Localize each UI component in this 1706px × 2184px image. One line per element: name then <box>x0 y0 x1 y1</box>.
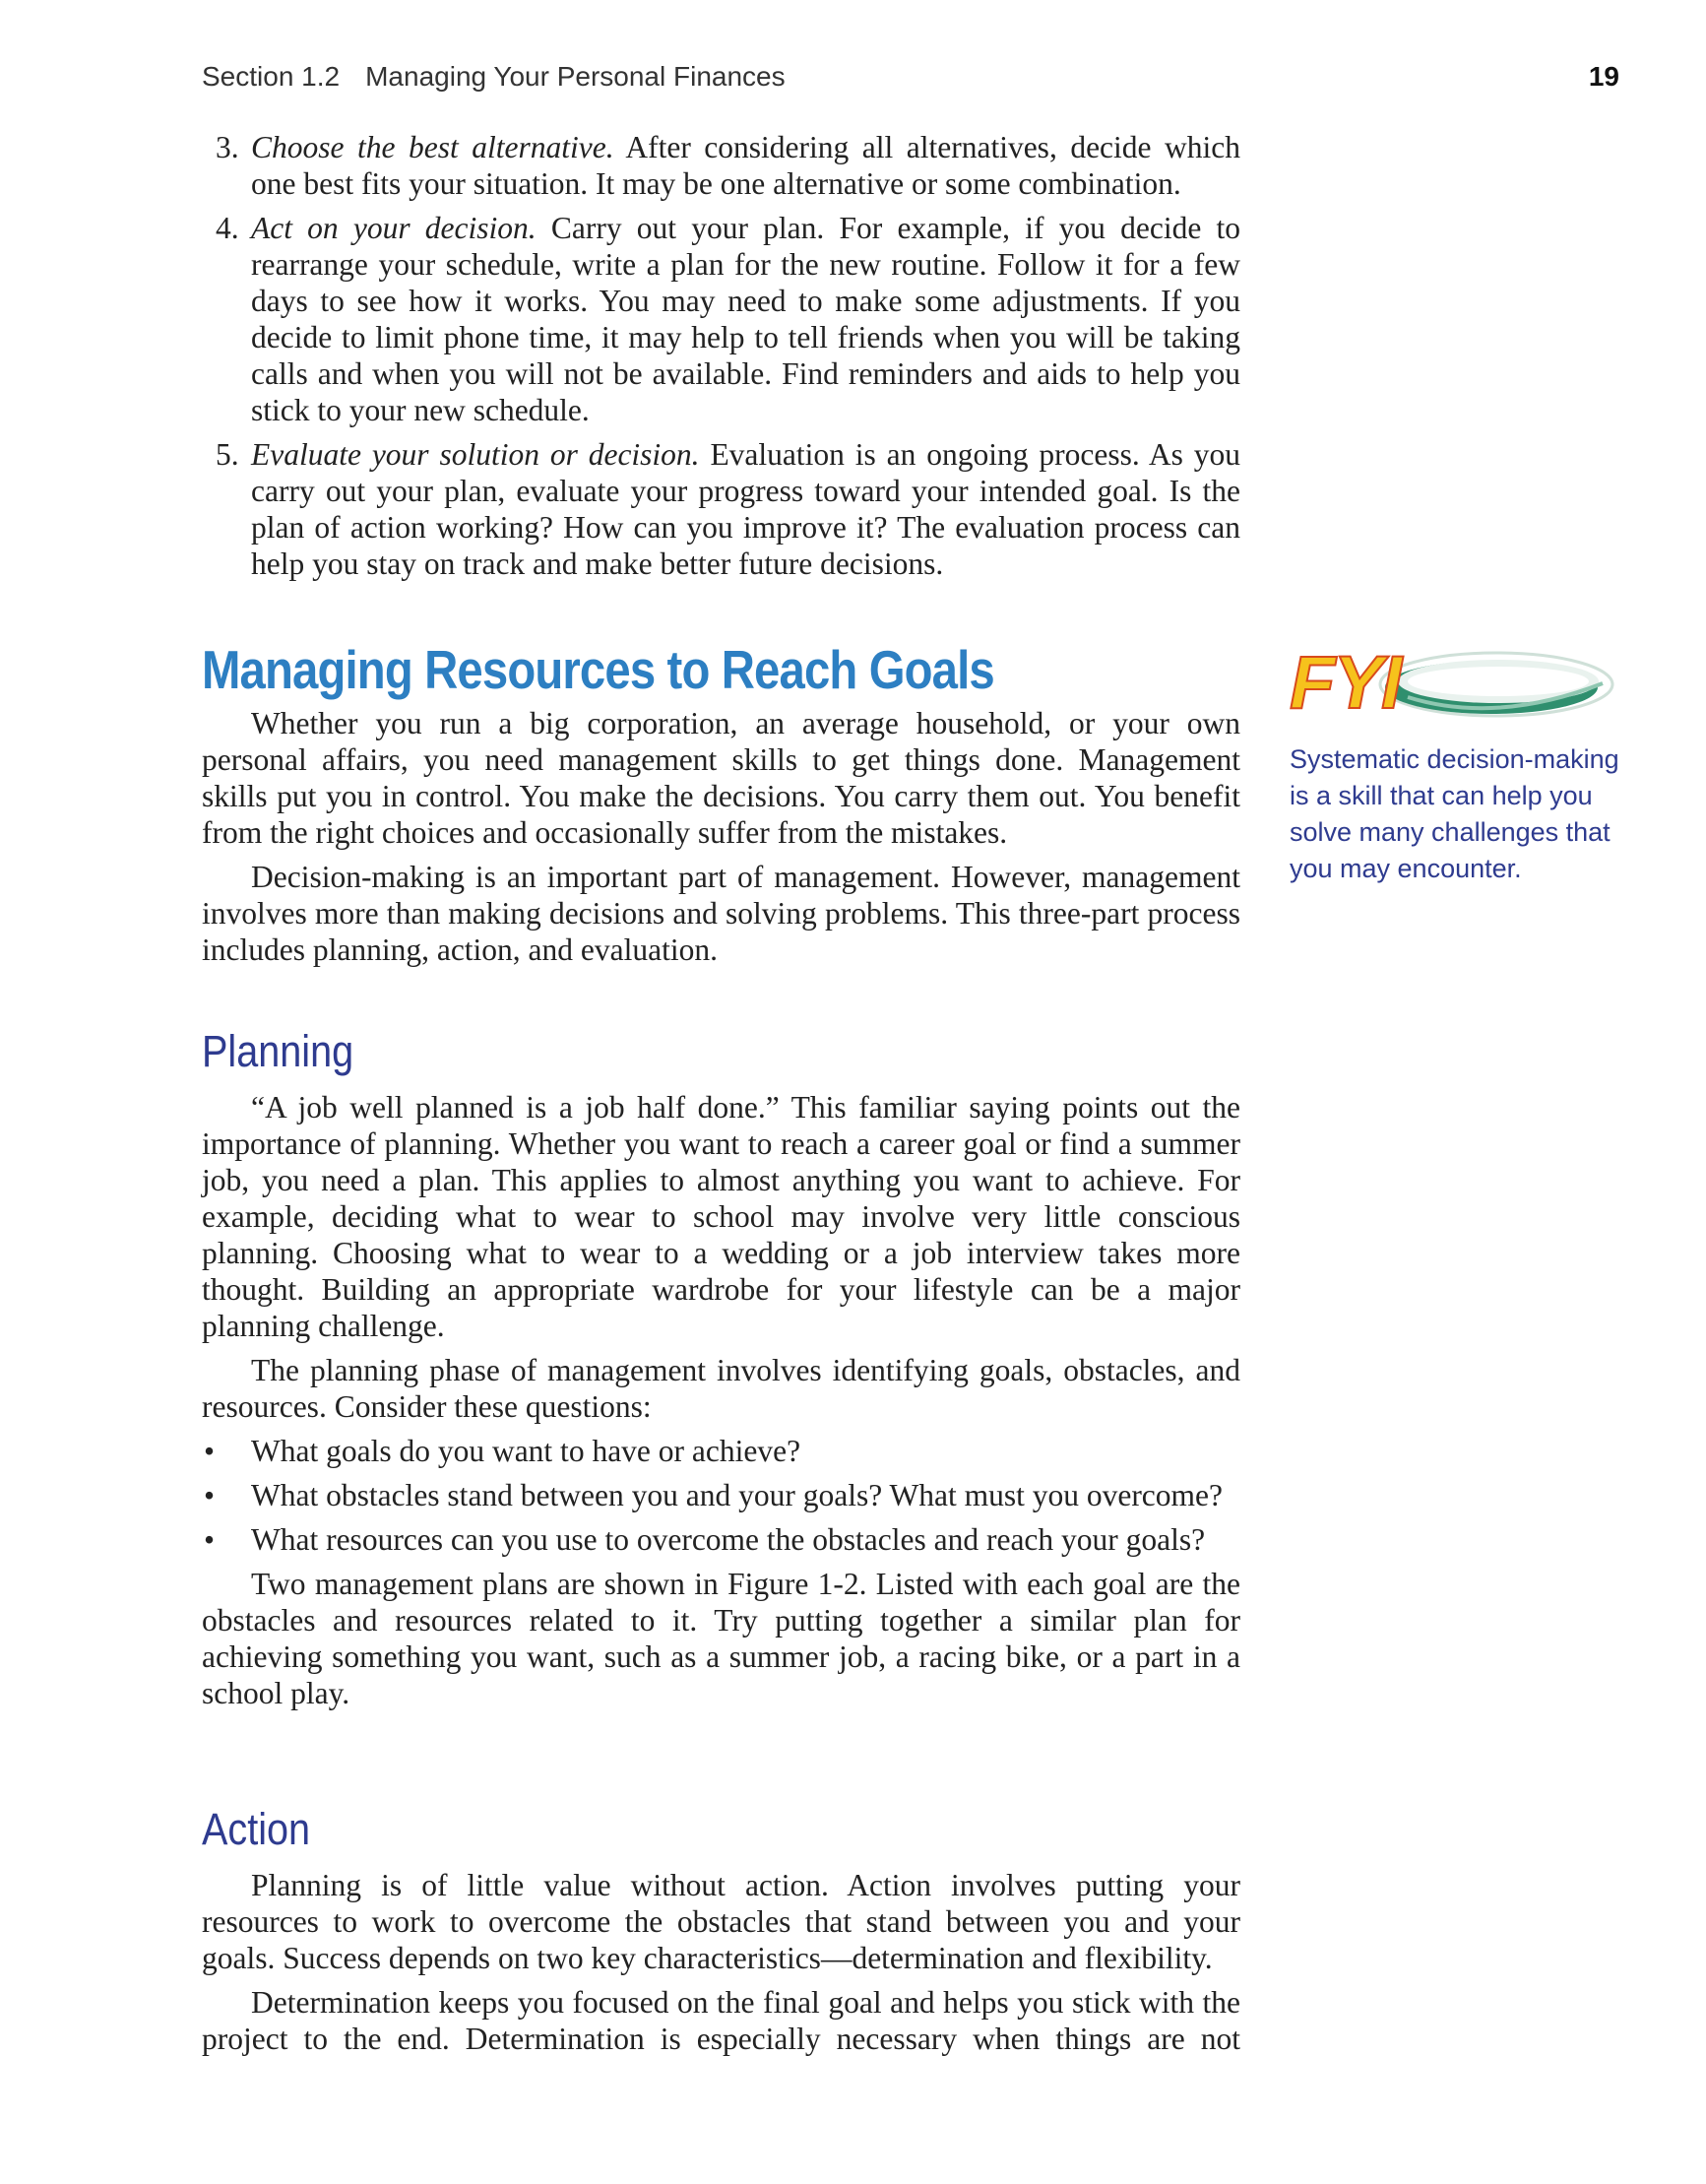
step-number: 4. <box>216 211 239 245</box>
step-lead: Evaluate your solution or decision. <box>251 437 700 472</box>
fyi-logo <box>1290 640 1614 734</box>
bullet-item: • What resources can you use to overcome the obstacles and reach your goals? <box>202 1521 1240 1558</box>
managing-section <box>202 640 1240 976</box>
paragraph: “A job well planned is a job half done.” This familiar saying points out the importance of planning. Whether you want to reach a career goal or find a summer job, you need a plan. This applies to almost anything you want to achieve. For example, deciding what to wear to school may involve very little conscious planning. Choosing what to wear to a wedding or a job interview takes more thought. Building an appropriate wardrobe for your lifestyle can be a major planning challenge. <box>202 1090 1240 1343</box>
planning-heading: Planning <box>202 1026 354 1076</box>
paragraph: Two management plans are shown in Figure 1-2. Listed with each goal are the obstacles and resources related to it. Try putting together a similar plan for achieving something you want, such as a summer job, a racing bike, or a part in a school play. <box>202 1567 1240 1710</box>
step-lead: Choose the best alternative. <box>251 130 614 164</box>
fyi-label: FYI <box>1290 641 1401 725</box>
step-lead: Act on your decision. <box>251 211 537 245</box>
step-text: After considering all alternatives, decide which one best fits your situation. It may be one alternative or some combination. <box>251 130 1240 201</box>
paragraph: Determination keeps you focused on the final goal and helps you stick with the project to the end. Determination is especially necessary when things are not <box>202 1985 1240 2056</box>
steps-block <box>202 129 1240 590</box>
step-item <box>202 129 1240 202</box>
section-number: Section 1.2 <box>202 61 341 92</box>
running-head <box>202 61 1619 100</box>
paragraph: Whether you run a big corporation, an average household, or your own personal affairs, you need management skills to get things done. Management skills put you in control. You make the decisions. You carry them out. You benefit from the right choices and occasionally suffer from the mistakes. <box>202 706 1240 850</box>
bullet-item: • What goals do you want to have or achieve? <box>202 1433 1240 1469</box>
action-section <box>202 1805 1240 2065</box>
step-number: 3. <box>216 130 239 164</box>
questions-list <box>202 1433 1240 1558</box>
step-item <box>202 210 1240 428</box>
fyi-sidebar <box>1290 640 1624 887</box>
step-text: Evaluation is an ongoing process. As you carry out your plan, evaluate your progress toward your intended goal. Is the plan of action working? How can you improve it? The evaluation process can help you stay on track and make better future decisions. <box>251 437 1240 581</box>
paragraph: The planning phase of management involves identifying goals, obstacles, and resources. Consider these questions: <box>202 1353 1240 1424</box>
step-number: 5. <box>216 437 239 472</box>
action-heading: Action <box>202 1804 311 1854</box>
planning-section <box>202 1027 1240 1719</box>
steps-list <box>202 129 1240 582</box>
section-heading: Managing Resources to Reach Goals <box>202 639 994 700</box>
step-item <box>202 436 1240 582</box>
bullet-item: • What obstacles stand between you and your goals? What must you overcome? <box>202 1477 1240 1513</box>
paragraph: Decision-making is an important part of management. However, management involves more than making decisions and solving problems. This three-part process includes planning, action, and evaluation. <box>202 860 1240 967</box>
page-number: 19 <box>1588 61 1619 92</box>
section-title: Managing Your Personal Finances <box>365 61 786 92</box>
paragraph: Planning is of little value without action. Action involves putting your resources to work to overcome the obstacles that stand between you and your goals. Success depends on two key characteristics—determination and flexibility. <box>202 1868 1240 1975</box>
fyi-text: Systematic decision-making is a skill that can help you solve many challenges that you may encounter. <box>1290 744 1619 883</box>
step-text: Carry out your plan. For example, if you decide to rearrange your schedule, write a plan for the new routine. Follow it for a few days to see how it works. You may need to make some adjustments. If you decide to limit phone time, it may help to tell friends when you will be taking calls and when you will not be available. Find reminders and aids to help you stick to your new schedule. <box>251 211 1240 427</box>
